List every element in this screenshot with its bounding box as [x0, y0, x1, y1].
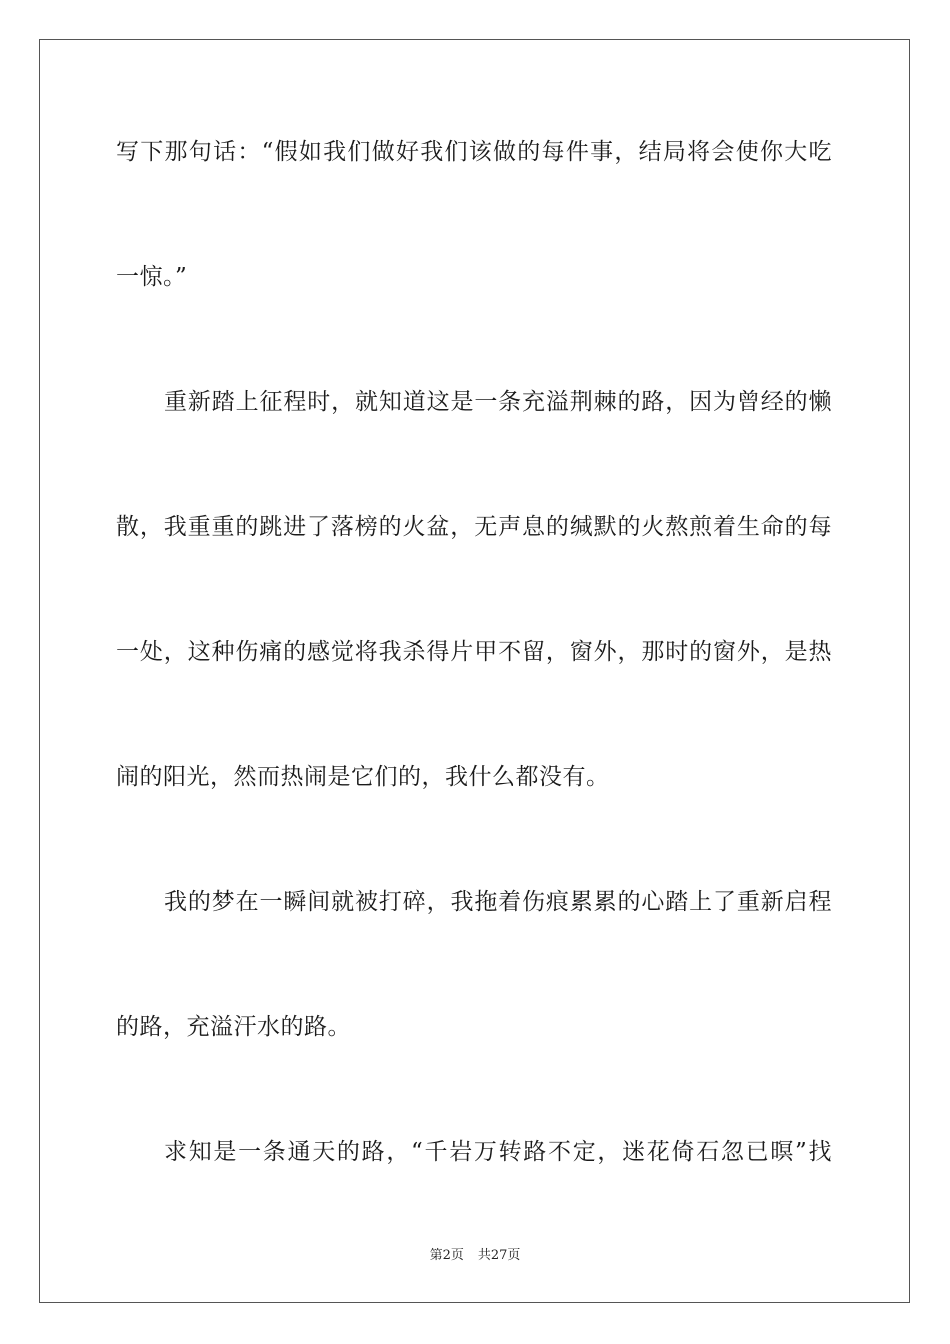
text-line: 一处，这种伤痛的感觉将我杀得片甲不留，窗外，那时的窗外，是热: [116, 639, 832, 665]
page-frame: [39, 39, 910, 1303]
page-footer: [0, 1247, 950, 1265]
text-line: 写下那句话：“假如我们做好我们该做的每件事，结局将会使你大吃: [116, 139, 832, 165]
page-number: 第2页: [429, 1248, 464, 1263]
text-line: 我的梦在一瞬间就被打碎，我拖着伤痕累累的心踏上了重新启程: [164, 889, 832, 915]
text-line: 重新踏上征程时，就知道这是一条充溢荆棘的路，因为曾经的懒: [164, 389, 832, 415]
page-total: 共27页: [477, 1248, 521, 1263]
text-line: 求知是一条通天的路，“千岩万转路不定，迷花倚石忽已暝”找: [164, 1139, 832, 1165]
text-line: 散，我重重的跳进了落榜的火盆，无声息的缄默的火熬煎着生命的每: [116, 514, 832, 540]
text-line: 闹的阳光，然而热闹是它们的，我什么都没有。: [116, 764, 610, 790]
text-line: 的路，充溢汗水的路。: [116, 1014, 351, 1040]
text-line: 一惊。”: [116, 264, 188, 290]
